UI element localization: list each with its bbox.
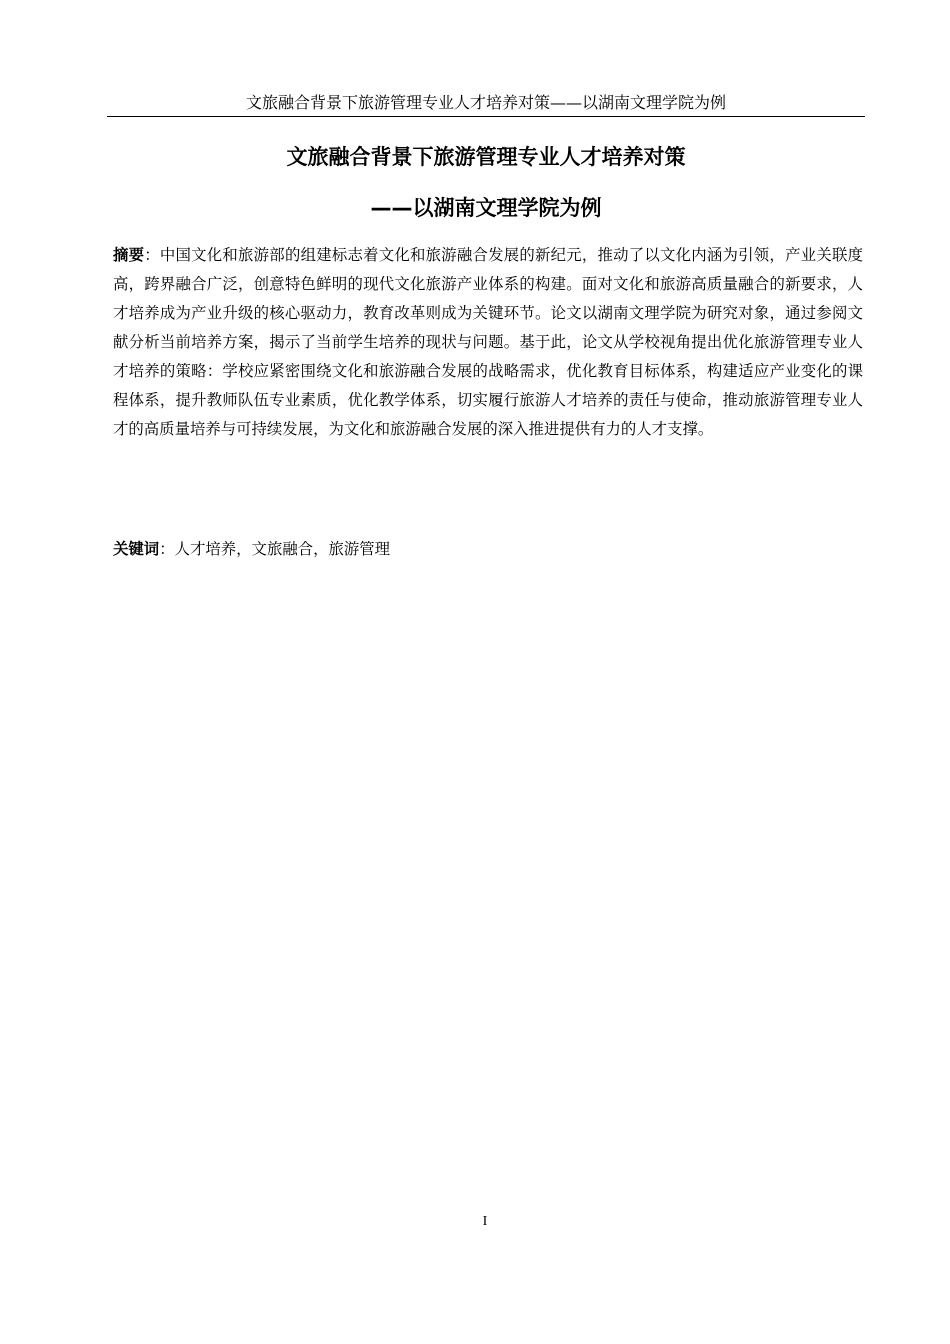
header-divider [107,116,865,117]
abstract-label: 摘要 [113,246,145,264]
page-number: I [482,1214,488,1229]
abstract-separator: ： [144,246,160,264]
document-title: 文旅融合背景下旅游管理专业人才培养对策 [286,145,686,169]
keywords-line [113,535,863,564]
keywords-label: 关键词 [113,540,160,558]
document-subtitle: ——以湖南文理学院为例 [370,196,602,220]
running-header: 文旅融合背景下旅游管理专业人才培养对策——以湖南文理学院为例 [245,93,726,112]
abstract-text: 中国文化和旅游部的组建标志着文化和旅游融合发展的新纪元，推动了以文化内涵为引领，产业关联度高，跨界融合广泛，创意特色鲜明的现代文化旅游产业体系的构建。面对文化和旅游高质量融合的新要求，人才培养成为产业升级的核心驱动力，教育改革则成为关键环节。论文以湖南文理学院为研究对象，通过参阅文献分析当前培养方案，揭示了当前学生培养的现状与问题。基于此，论文从学校视角提出优化旅游管理专业人才培养的策略：学校应紧密围绕文化和旅游融合发展的战略需求，优化教育目标体系，构建适应产业变化的课程体系，提升教师队伍专业素质，优化教学体系，切实履行旅游人才培养的责任与使命，推动旅游管理专业人才的高质量培养与可持续发展，为文化和旅游融合发展的深入推进提供有力的人才支撑。 [113,246,863,438]
keywords-text: 人才培养，文旅融合，旅游管理 [174,540,391,558]
abstract-paragraph [113,241,863,444]
keywords-separator: ： [159,540,175,558]
